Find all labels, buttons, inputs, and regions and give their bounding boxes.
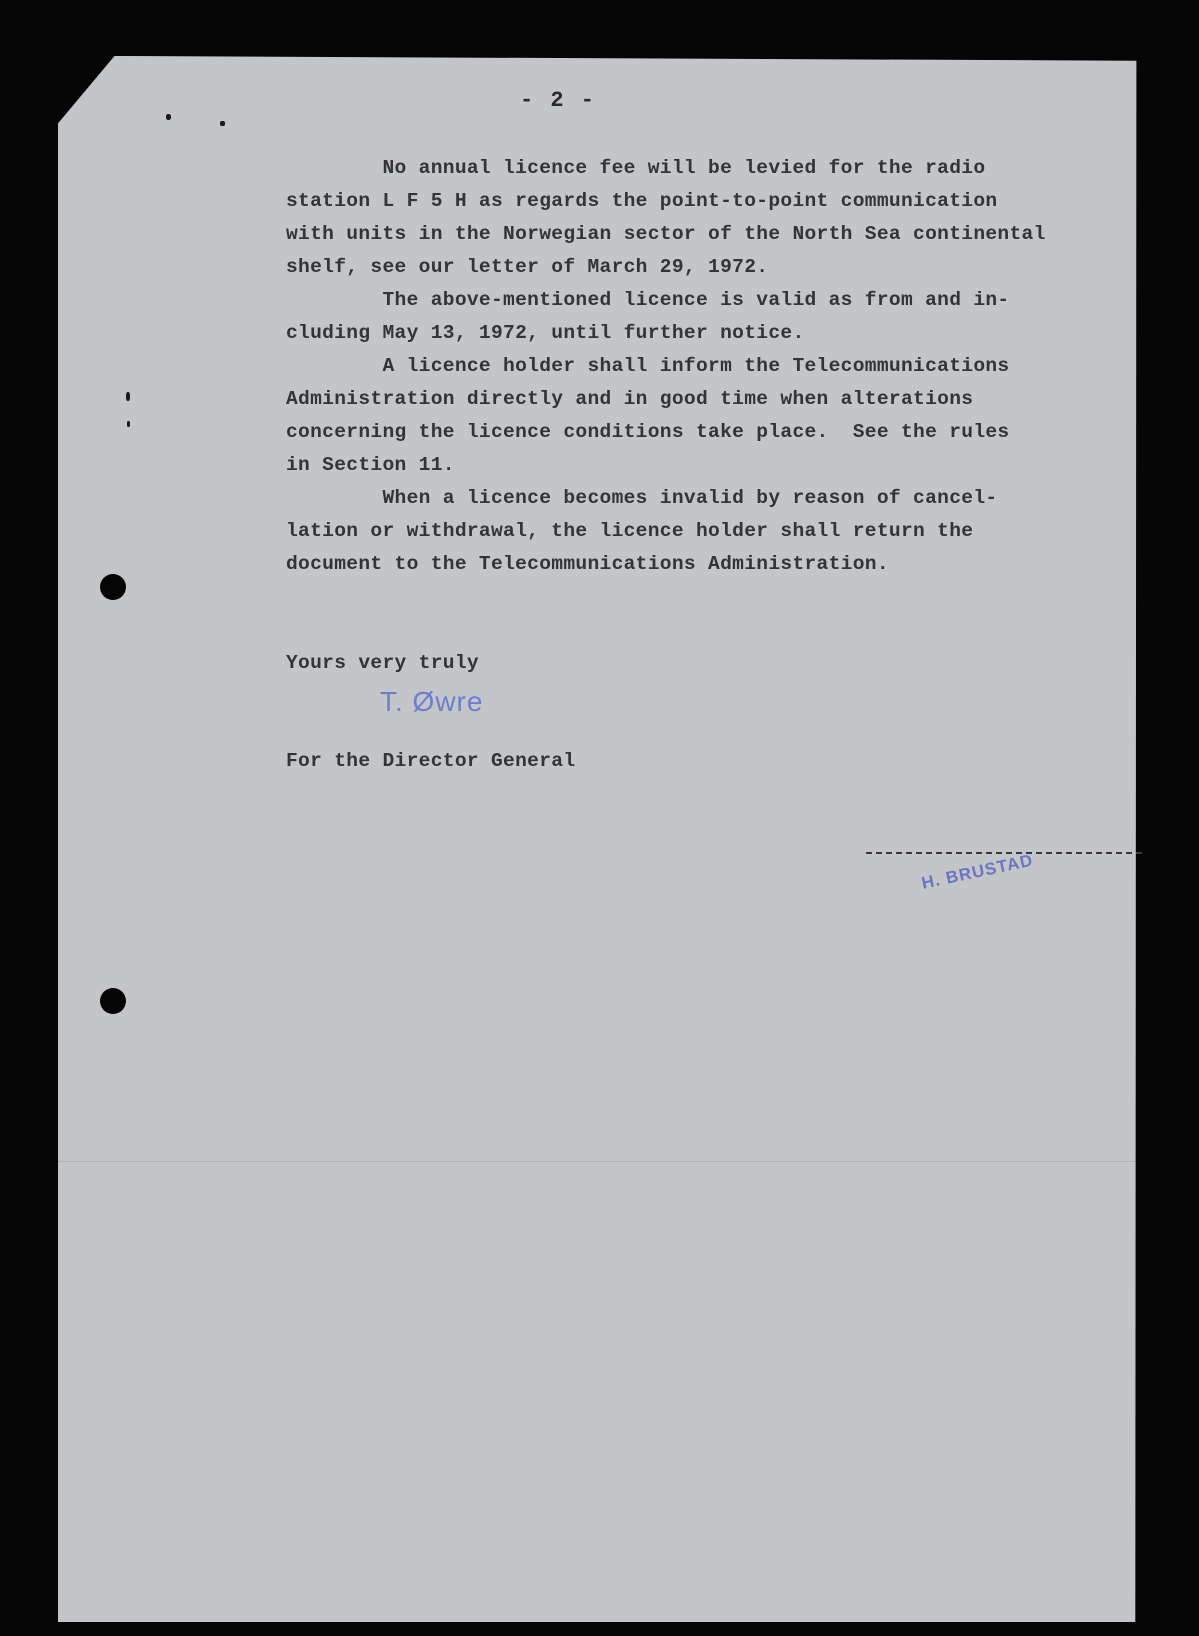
body-line: in Section 11. — [286, 454, 455, 476]
punch-hole-top — [100, 574, 126, 600]
letter-body — [286, 152, 1126, 581]
closing-salutation: Yours very truly — [286, 652, 479, 674]
body-line: shelf, see our letter of March 29, 1972. — [286, 256, 769, 278]
body-line: with units in the Norwegian sector of the North Sea continental — [286, 223, 1046, 245]
page-number: - 2 - — [520, 88, 597, 113]
name-stamp: H. BRUSTAD — [919, 850, 1035, 893]
ink-speck — [220, 121, 225, 126]
signoff-line: For the Director General — [286, 750, 576, 772]
signature: T. Øwre — [380, 686, 484, 717]
body-line: No annual licence fee will be levied for the radio — [286, 157, 986, 179]
body-line: lation or withdrawal, the licence holder shall return the — [286, 520, 974, 542]
body-line: cluding May 13, 1972, until further notice. — [286, 322, 805, 344]
ink-speck — [127, 421, 130, 427]
ink-speck — [126, 392, 130, 401]
body-line: A licence holder shall inform the Telecommunications — [286, 355, 1010, 377]
punch-hole-bottom — [100, 988, 126, 1014]
body-line: station L F 5 H as regards the point-to-point communication — [286, 190, 998, 212]
body-line: Administration directly and in good time when alterations — [286, 388, 974, 410]
dashed-signature-rule — [866, 852, 1142, 854]
ink-speck — [166, 114, 171, 120]
body-line: concerning the licence conditions take place. See the rules — [286, 421, 1010, 443]
body-line: document to the Telecommunications Administration. — [286, 553, 889, 575]
body-line: When a licence becomes invalid by reason of cancel- — [286, 487, 998, 509]
body-line: The above-mentioned licence is valid as from and in- — [286, 289, 1010, 311]
